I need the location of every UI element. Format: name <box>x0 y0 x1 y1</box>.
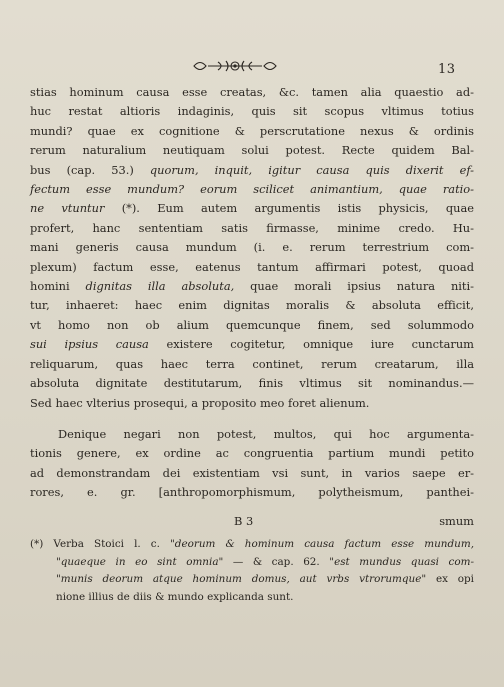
catchword: smum <box>439 514 474 528</box>
footnote-line: nione illius de diis & mundo explicanda sunt. <box>56 590 294 603</box>
text-line: sui ipsius causa existere cogitetur, omnique iure cunctarum <box>30 337 474 352</box>
text-line: rerum naturalium neutiquam solui potest. Recte quidem Bal- <box>30 143 474 158</box>
emphasis-italic: sui ipsius causa <box>30 337 149 352</box>
text-line: vt homo non ob alium quemcunque finem, sed solummodo <box>30 317 474 332</box>
footnote-line: "quaeque in eo sint omnia" — & cap. 62. "est mundus quasi com- <box>56 555 474 568</box>
quotation-italic: quorum, inquit, igitur causa quis dixerit ef- <box>149 162 474 177</box>
quotation-italic: fectum esse mundum? eorum scilicet animantium, quae ratio- <box>30 182 474 197</box>
footnote <box>30 536 474 606</box>
text-line: rores, e. gr. [anthropomorphismum, polytheismum, panthei- <box>30 485 474 500</box>
printers-ornament-icon <box>190 58 280 74</box>
signature-mark: B 3 <box>234 514 254 528</box>
text-line: absoluta dignitate destitutarum, finis vltimus sit nominandus.— <box>30 376 474 391</box>
text-line: profert, hanc sententiam satis firmasse, minime credo. Hu- <box>30 220 474 235</box>
paragraph-1 <box>30 83 474 413</box>
text-line: mani generis causa mundum (i. e. rerum terrestrium com- <box>30 240 474 255</box>
main-text <box>30 83 474 503</box>
text-line: stias hominum causa esse creatas, &c. tamen alia quaestio ad- <box>30 85 474 99</box>
text-line: mundi? quae ex cognitione & perscrutatione nexus & ordinis <box>30 123 474 138</box>
text-line: ad demonstrandam dei existentiam vsi sunt, in varios saepe er- <box>30 465 474 480</box>
paragraph-2 <box>30 425 474 503</box>
emphasis-italic: dignitas illa absoluta, <box>85 279 235 294</box>
footnote-line: "munis deorum atque hominum domus, aut vrbs vtrorumque" ex opi <box>56 573 474 586</box>
text-line: huc restat altioris indaginis, quis sit scopus vltimus totius <box>30 104 474 119</box>
text-line <box>30 180 474 199</box>
text-line: Denique negari non potest, multos, qui hoc argumenta- <box>58 426 474 441</box>
text-line: bus (cap. 53.) quorum, inquit, igitur causa quis dixerit ef- <box>30 162 474 177</box>
text-line: plexum) factum esse, eatenus tantum affirmari potest, quoad <box>30 259 474 274</box>
text-line: tur, inhaeret: haec enim dignitas moralis & absoluta efficit, <box>30 298 474 313</box>
text-line: Sed haec vlterius prosequi, a proposito meo foret alienum. <box>30 395 370 410</box>
text-line: reliquarum, quas haec terra continet, rerum creatarum, illa <box>30 356 474 371</box>
signature-row <box>30 514 474 534</box>
text-line: ne vtuntur (*). Eum autem argumentis istis physicis, quae <box>30 201 474 216</box>
quotation-italic: ne vtuntur <box>30 201 105 216</box>
footnote-line: (*) Verba Stoici l. c. "deorum & hominum causa factum esse mundum, <box>30 538 474 550</box>
page-number: 13 <box>438 62 456 77</box>
text-line: tionis genere, ex ordine ac congruentia partium mundi petito <box>30 446 474 461</box>
text-line: homini dignitas illa absoluta, quae morali ipsius natura niti- <box>30 279 475 294</box>
